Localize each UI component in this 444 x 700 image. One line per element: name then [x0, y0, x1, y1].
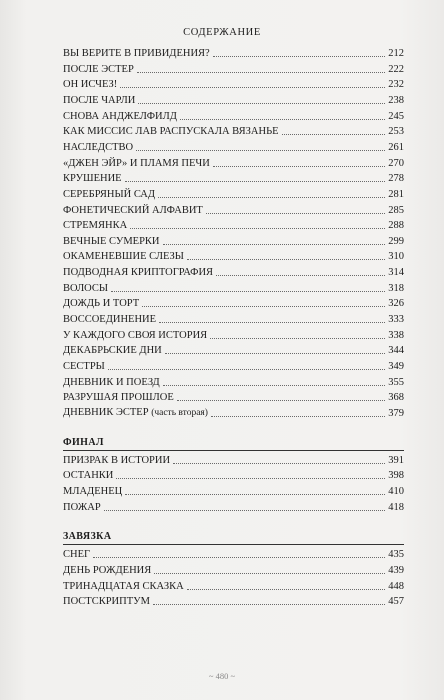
toc-entry-page: 288 [388, 220, 404, 232]
toc-entry [63, 578, 404, 593]
dot-leader [163, 384, 386, 386]
toc-entry [63, 45, 404, 60]
toc-entry-title-text: ОКАМЕНЕВШИЕ СЛЕЗЫ [63, 251, 184, 263]
toc-entry [63, 327, 404, 342]
toc-entry-title-text: ОН ИСЧЕЗ! [63, 79, 118, 91]
dot-leader [153, 603, 385, 605]
toc-entry-title [63, 250, 187, 263]
dot-leader [210, 337, 385, 339]
toc-entry [63, 311, 404, 326]
toc-entry-title-text: НАСЛЕДСТВО [63, 141, 134, 153]
toc-entry-page: 379 [388, 407, 404, 419]
toc-entry-title [63, 63, 137, 76]
toc-entry-title-text: ДЕКАБРЬСКИЕ ДНИ [63, 345, 162, 357]
toc-entry-page: 281 [388, 188, 404, 200]
toc-entry-title-text: ТРИНАДЦАТАЯ СКАЗКА [63, 580, 184, 592]
toc-entry [63, 76, 404, 91]
toc-entry-title [63, 548, 93, 561]
toc-entry-title-text: СНЕГ [63, 549, 91, 561]
toc-entry-title [63, 235, 163, 248]
toc-entry-title-text: СЕСТРЫ [63, 361, 105, 372]
dot-leader [125, 493, 385, 495]
toc-entry-page: 439 [388, 564, 404, 576]
toc-entry-title-text: ВОССОЕДИНЕНИЕ [63, 314, 157, 326]
toc-entry-title-text: ВЫ ВЕРИТЕ В ПРИВИДЕНИЯ? [63, 48, 210, 59]
dot-leader [125, 180, 386, 182]
toc-entry [63, 593, 404, 608]
toc-entry [63, 389, 404, 404]
toc-entry-page: 261 [388, 141, 404, 153]
toc-entry-title [63, 266, 216, 279]
toc-entry-page: 310 [388, 251, 404, 263]
toc-entry-title-text: ПОСЛЕ ЧАРЛИ [63, 94, 136, 106]
toc-entry [63, 374, 404, 389]
toc-entry [63, 405, 404, 420]
toc-entry [63, 233, 404, 248]
toc-entry-subtitle: (часть вторая) [151, 407, 208, 418]
toc-entry-title-text: ВЕЧНЫЕ СУМЕРКИ [63, 235, 160, 247]
toc-entry-title-text: ПОСЛЕ ЭСТЕР [63, 63, 134, 75]
toc-entry-page: 418 [388, 501, 404, 513]
toc-entry-page: 285 [388, 204, 404, 216]
toc-entry-title [63, 564, 154, 577]
toc-entry-page: 333 [388, 314, 404, 326]
toc-entry-title [63, 78, 120, 91]
toc-entry [63, 248, 404, 263]
toc-entry-title [63, 297, 142, 310]
toc-entry-title [63, 219, 130, 232]
toc-entry-title [63, 595, 153, 608]
toc-entry-title [63, 406, 211, 420]
dot-leader [111, 290, 385, 292]
toc-entry-page: 232 [388, 79, 404, 91]
toc-entry-page: 278 [388, 173, 404, 185]
toc-entry-title [63, 485, 125, 498]
toc-entry-title [63, 469, 116, 482]
dot-leader [180, 118, 385, 120]
dot-leader [213, 165, 385, 167]
toc-entry [63, 123, 404, 138]
toc-entry-title [63, 172, 125, 185]
toc-entry-page: 326 [388, 298, 404, 310]
dot-leader [158, 196, 385, 198]
toc-entry [63, 186, 404, 201]
toc-entry-title-text: ДНЕВНИК И ПОЕЗД [63, 376, 160, 388]
toc-entry-title [63, 188, 158, 201]
toc-entry-title-text: РАЗРУШАЯ ПРОШЛОЕ [63, 392, 174, 404]
dot-leader [142, 305, 385, 307]
toc-entry-page: 457 [388, 596, 404, 608]
toc-entry-title [63, 313, 159, 326]
toc-entry-page: 270 [388, 157, 404, 169]
toc-entry-title [63, 94, 138, 107]
toc-entry-title-text: ПОДВОДНАЯ КРИПТОГРАФИЯ [63, 267, 214, 279]
dot-leader [282, 133, 386, 135]
dot-leader [211, 415, 385, 417]
toc-entry-title [63, 454, 173, 467]
toc-entry-page: 245 [388, 110, 404, 122]
dot-leader [159, 321, 385, 323]
toc-entry [63, 217, 404, 232]
section-heading: ЗАВЯЗКА [63, 527, 404, 545]
toc-entry [63, 92, 404, 107]
toc-entry-title-text: ФОНЕТИЧЕСКИЙ АЛФАВИТ [63, 204, 203, 216]
dot-leader [93, 556, 385, 558]
toc-entry-page: 368 [388, 392, 404, 404]
toc-entry-page: 299 [388, 235, 404, 247]
dot-leader [216, 274, 385, 276]
toc-entry-page: 314 [388, 267, 404, 279]
toc-entry [63, 342, 404, 357]
toc-entry [63, 108, 404, 123]
toc-entry [63, 139, 404, 154]
section-heading: ФИНАЛ [63, 433, 404, 451]
dot-leader [104, 509, 386, 511]
dot-leader [187, 258, 385, 260]
toc-entry [63, 264, 404, 279]
dot-leader [130, 227, 385, 229]
toc-entry-title-text: ВОЛОСЫ [63, 282, 109, 294]
toc-entry-title-text: СЕРЕБРЯНЫЙ САД [63, 188, 156, 200]
toc-entry [63, 358, 404, 373]
dot-leader [206, 212, 385, 214]
toc-entry-title [63, 580, 187, 593]
toc-entry-title [63, 110, 180, 123]
toc-entry [63, 155, 404, 170]
toc-entry-title-text: ОСТАНКИ [63, 470, 114, 482]
toc-entry-title [63, 391, 177, 404]
toc-entry-page: 222 [388, 63, 404, 75]
toc-entry-title [63, 282, 111, 295]
toc-entry-title-text: «ДЖЕН ЭЙР» И ПЛАМЯ ПЕЧИ [63, 157, 210, 169]
toc-entry-title [63, 329, 210, 342]
toc-entry [63, 202, 404, 217]
toc-entry-page: 391 [388, 454, 404, 466]
toc-entry-title [63, 344, 165, 357]
dot-leader [213, 55, 386, 57]
toc-entry-title [63, 376, 163, 389]
toc-entry-title-text: ПОЖАР [63, 501, 101, 513]
toc-entry-page: 338 [388, 329, 404, 341]
toc-entry [63, 170, 404, 185]
toc-entry-title-text: ДОЖДЬ И ТОРТ [63, 298, 140, 310]
toc-entry-page: 344 [388, 345, 404, 357]
toc-entry-title-text: ПРИЗРАК В ИСТОРИИ [63, 454, 171, 466]
toc-entry [63, 280, 404, 295]
dot-leader [173, 462, 385, 464]
toc-entry [63, 562, 404, 577]
toc-entry [63, 546, 404, 561]
toc-entry-page: 355 [388, 376, 404, 388]
toc-entry-title [63, 157, 213, 170]
toc-entry-page: 435 [388, 549, 404, 561]
dot-leader [108, 368, 385, 370]
toc-entry-page: 238 [388, 94, 404, 106]
toc-entry-title [63, 47, 213, 60]
toc-entry-title-text: У КАЖДОГО СВОЯ ИСТОРИЯ [63, 329, 208, 341]
toc-entry-page: 212 [388, 48, 404, 59]
toc-entry-page: 318 [388, 282, 404, 294]
toc-entry [63, 467, 404, 482]
toc-entry-page: 349 [388, 361, 404, 372]
page-title: СОДЕРЖАНИЕ [183, 27, 261, 38]
toc-entry-title [63, 204, 206, 217]
dot-leader [177, 399, 386, 401]
toc-entry-title [63, 501, 104, 514]
dot-leader [163, 243, 386, 245]
toc-entry-title [63, 360, 108, 373]
toc-entry-title-text: ДЕНЬ РОЖДЕНИЯ [63, 564, 152, 576]
toc-entry [63, 452, 404, 467]
dot-leader [116, 477, 385, 479]
toc-entry-title [63, 141, 136, 154]
toc-entry-page: 448 [388, 580, 404, 592]
dot-leader [137, 71, 385, 73]
toc-entry-title-text: ДНЕВНИК ЭСТЕР [63, 406, 149, 418]
toc-entry [63, 483, 404, 498]
dot-leader [138, 102, 385, 104]
dot-leader [187, 588, 386, 590]
toc-entry-title-text: ПОСТСКРИПТУМ [63, 596, 150, 608]
toc-entry [63, 499, 404, 514]
toc-entry-title-text: МЛАДЕНЕЦ [63, 485, 123, 497]
toc-entry-page: 410 [388, 485, 404, 497]
page-number: ~ 480 ~ [208, 671, 236, 681]
dot-leader [165, 352, 385, 354]
toc-entry-title-text: СТРЕМЯНКА [63, 220, 128, 232]
toc-entry [63, 295, 404, 310]
toc-entry-title [63, 125, 282, 138]
toc-entry-page: 253 [388, 126, 404, 138]
toc-entry-page: 398 [388, 470, 404, 482]
dot-leader [136, 149, 385, 151]
dot-leader [120, 86, 385, 88]
toc-entry-title-text: СНОВА АНДЖЕЛФИЛД [63, 110, 177, 122]
toc-entry-title-text: КАК МИССИС ЛАВ РАСПУСКАЛА ВЯЗАНЬЕ [63, 126, 279, 138]
dot-leader [154, 572, 385, 574]
toc-entry [63, 61, 404, 76]
toc-entry-title-text: КРУШЕНИЕ [63, 173, 122, 185]
